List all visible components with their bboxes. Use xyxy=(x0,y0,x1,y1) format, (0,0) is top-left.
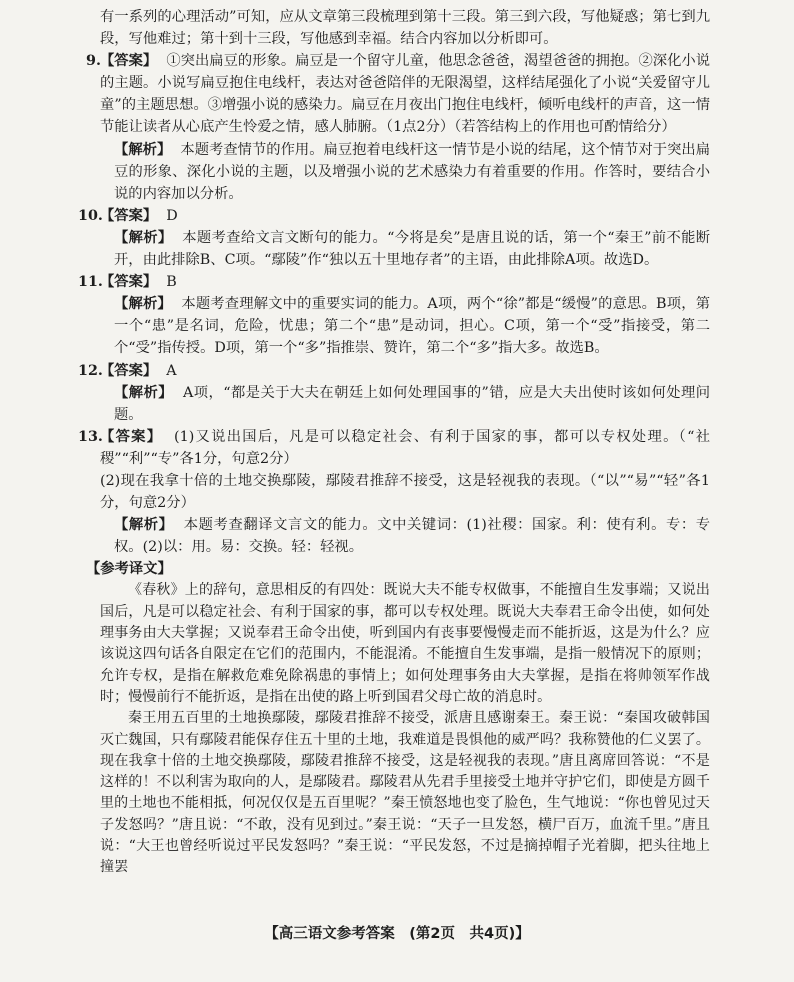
answer-text-1: (1)又说出国后，凡是可以稳定社会、有利于国家的事，都可以专权处理。（“社稷”“利”“专”各1分，句意2分） xyxy=(100,428,710,467)
question-number: 10. xyxy=(78,207,103,224)
answer-tag: 【答案】 xyxy=(100,207,158,224)
answer-text-2: (2)现在我拿十倍的土地交换鄢陵，鄢陵君推辞不接受，这是轻视我的表现。（“以”“易”“轻”各1分，句意2分） xyxy=(100,472,710,512)
answer-tag: 【答案】 xyxy=(100,53,158,70)
intro-text: 有一系列的心理活动”可知，应从文章第三段梳理到第十三段。第三到六段，写他疑惑；第七到九段，写他难过；第十到十三段，写他感到幸福。结合内容加以分析即可。 xyxy=(100,9,710,48)
question-number: 11. xyxy=(78,274,103,291)
answer-text: B xyxy=(166,274,177,291)
answer-text: ①突出扁豆的形象。扁豆是一个留守儿童，他思念爸爸，渴望爸爸的拥抱。②深化小说的主题。小说写扁豆抱住电线杆，表达对爸爸陪伴的无限渴望，这样结尾强化了小说“关爱留守儿童”的主题思想。③增强小说的感染力。扁豆在月夜出门抱住电线杆，倾听电线杆的声音，这一情节能让读者从心底产生怜爱之情，感人肺腑。（1点2分）（若答结构上的作用也可酌情给分） xyxy=(100,53,711,136)
analysis-text: 本题考查情节的作用。扁豆抱着电线杆这一情节是小说的结尾，这个情节对于突出扁豆的形象、深化小说的主题，以及增强小说的艺术感染力有着重要的作用。作答时，要结合小说的内容加以分析。 xyxy=(114,141,711,202)
analysis-text: 本题考查理解文中的重要实词的能力。A项，两个“徐”都是“缓慢”的意思。B项，第一个“患”是名词，危险，忧患；第二个“患”是动词，担心。C项，第一个“受”指接受，第二个“受”指传授。D项，第一个“多”指推崇、赞许，第二个“多”指大多。故选B。 xyxy=(114,296,710,357)
reference-translation-title: 【参考译文】 xyxy=(86,561,172,578)
page-footer: 【高三语文参考答案 (第2页 共4页)】 xyxy=(264,926,530,942)
analysis-text: 本题考查翻译文言文的能力。文中关键词：(1)社稷：国家。利：使有利。专：专权。(2)以：用。易：交换。轻：轻视。 xyxy=(114,517,711,556)
reference-paragraph-1: 《春秋》上的辞句，意思相反的有四处：既说大夫不能专权做事，不能擅自生发事端；又说出国后，凡是可以稳定社会、有利于国家的事，都可以专权处理。既说大夫奉君王命令出使，如何处理事务由大夫掌握；又说奉君王命令出使，听到国内有丧事要慢慢走而不能折返，这是为什么？应该说这四句话各自限定在它们的范围内，不能混淆。不能擅自生发事端，是指一般情况下的原则；允许专权，是指在解救危难免除祸患的事情上；如何处理事务由大夫掌握，是指在将帅领军作战时；慢慢前行不能折返，是指在出使的路上听到国君父母亡故的消息时。 xyxy=(100,582,710,705)
question-9 xyxy=(86,50,711,205)
question-number: 12. xyxy=(78,362,103,379)
analysis-tag: 【解析】 xyxy=(114,141,172,158)
answer-tag: 【答案】 xyxy=(100,274,158,291)
question-number: 9. xyxy=(86,53,101,70)
reference-paragraph-2: 秦王用五百里的土地换鄢陵，鄢陵君推辞不接受，派唐且感谢秦王。秦王说：“秦国攻破韩国灭亡魏国，只有鄢陵君能保存住五十里的土地，我难道是畏惧他的威严吗？我称赞他的仁义罢了。现在我拿十倍的土地交换鄢陵，鄢陵君推辞不接受，这是轻视我的表现。”唐且离席回答说：“不是这样的！不以利害为取向的人，是鄢陵君。鄢陵君从先君手里接受土地并守护它们，即使是方圆千里的土地也不能相抵，何况仅仅是五百里呢？”秦王愤怒地也变了脸色，生气地说：“你也曾见过天子发怒吗？”唐且说：“不敢，没有见到过。”秦王说：“天子一旦发怒，横尸百万，血流千里。”唐且说：“大王也曾经听说过平民发怒吗？”秦王说：“平民发怒，不过是摘掉帽子光着脚，把头往地上撞罢 xyxy=(100,710,710,876)
question-10 xyxy=(78,205,711,271)
analysis-tag: 【解析】 xyxy=(114,296,172,313)
question-number: 13. xyxy=(78,428,103,445)
question-13 xyxy=(78,426,711,559)
analysis-tag: 【解析】 xyxy=(114,229,173,246)
answer-tag: 【答案】 xyxy=(100,362,158,379)
question-11 xyxy=(78,271,710,359)
analysis-text: 本题考查给文言文断句的能力。“今将是矣”是唐且说的话，第一个“秦王”前不能断开，由此排除B、C项。“鄢陵”作“独以五十里地存者”的主语，由此排除A项。故选D。 xyxy=(114,229,711,269)
question-12 xyxy=(78,360,710,426)
analysis-tag: 【解析】 xyxy=(114,517,174,534)
analysis-tag: 【解析】 xyxy=(114,384,173,401)
analysis-text: A项，“都是关于大夫在朝廷上如何处理国事的”错，应是大夫出使时该如何处理问题。 xyxy=(114,384,710,423)
answer-tag: 【答案】 xyxy=(100,428,163,445)
answer-text: D xyxy=(166,207,178,224)
answer-text: A xyxy=(166,362,177,379)
